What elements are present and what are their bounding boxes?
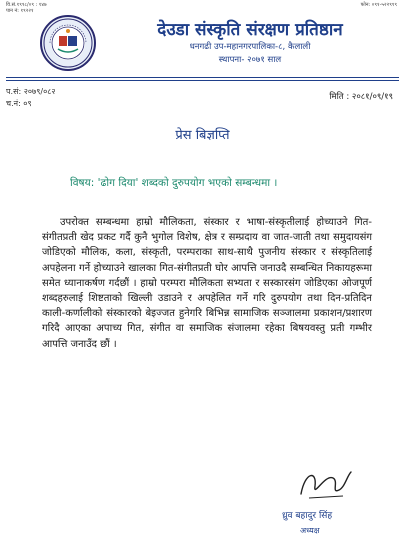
signatory-name: ध्रुव बहादुर सिंह [282,511,333,521]
organization-established: स्थापना- २०७१ साल [218,55,282,65]
signatory-title: अध्यक्ष [300,526,320,535]
subject-line: विषय: 'ढोग दिया' शब्दको दुरुपयोग भएको सम्बन्धमा । [70,177,278,189]
top-left-meta [6,2,47,14]
header-divider-thick [6,77,399,78]
top-right-meta [361,2,397,8]
organization-logo-icon [40,15,96,71]
registration-number: वि.सं.१९९८/०९ : १४७ [6,2,47,8]
body-paragraph: उपरोक्त सम्बन्धमा हाम्रो मौलिकता, संस्कार र भाषा-संस्कृतीलाई होच्याउने गित-संगीतप्रती खेद प्रकट गर्दै कुनै भुगोल विशेष, क्षेत्र र सम्प्रदाय वा जात-जाती तथा समुदायसंग जोडिएको मौलिक, कला, संस्कृती, परम्पराका साथ-साथै पुजनीय संस्कार र संस्कृतिलाई अपहेलना गर्ने होच्याउने खालका गित-संगीतप्रती घोर आपत्ति जनाउदै सम्बन्धित निकायहरूमा समेत ध्यानाकर्षण गर्दछौं । हाम्रो परम्परा मौलिकता सभ्यता र सस्कारसंग जोडिएका ओजपूर्ण शब्दहरुलाई शिष्टताको खिल्ली उडाउने र अपहेलित गर्ने गरि दुरुपयोग तथा दिन-प्रतिदिन काली-कर्णालीको संस्कारको बेइज्जत हुनेगरि बिभिन्न सामाजिक सञ्जालमा प्रकाशन/प्रशारण गरिदै आएका अपाच्य गित, संगीत वा समाजिक संजालमा रहेका बिषयवस्तु प्रती गम्भीर आपत्ति जनाउँद छौं । [42,217,372,350]
organization-address: धनगढी उप-महानगरपालिका-८, कैलाली [189,42,311,52]
header-divider-thin [6,80,399,81]
letter-number: प.सं: २०७९/०८२ [6,87,56,96]
document-title: प्रेस बिज्ञप्ति [175,128,230,143]
signature-scribble [295,464,355,504]
organization-name: देउडा संस्कृति संरक्षण प्रतिष्ठान [157,20,343,40]
letter-date: मिति : २०८१/०९/१९ [329,92,393,102]
dispatch-number: च.नं: ०९ [6,99,32,108]
pan-number: पान नं: १९२२१ [6,8,34,14]
phone-number: फोन: ०९१-५२२९९९ [360,2,397,8]
signature-icon [295,464,355,504]
seal-graphic [42,17,94,69]
